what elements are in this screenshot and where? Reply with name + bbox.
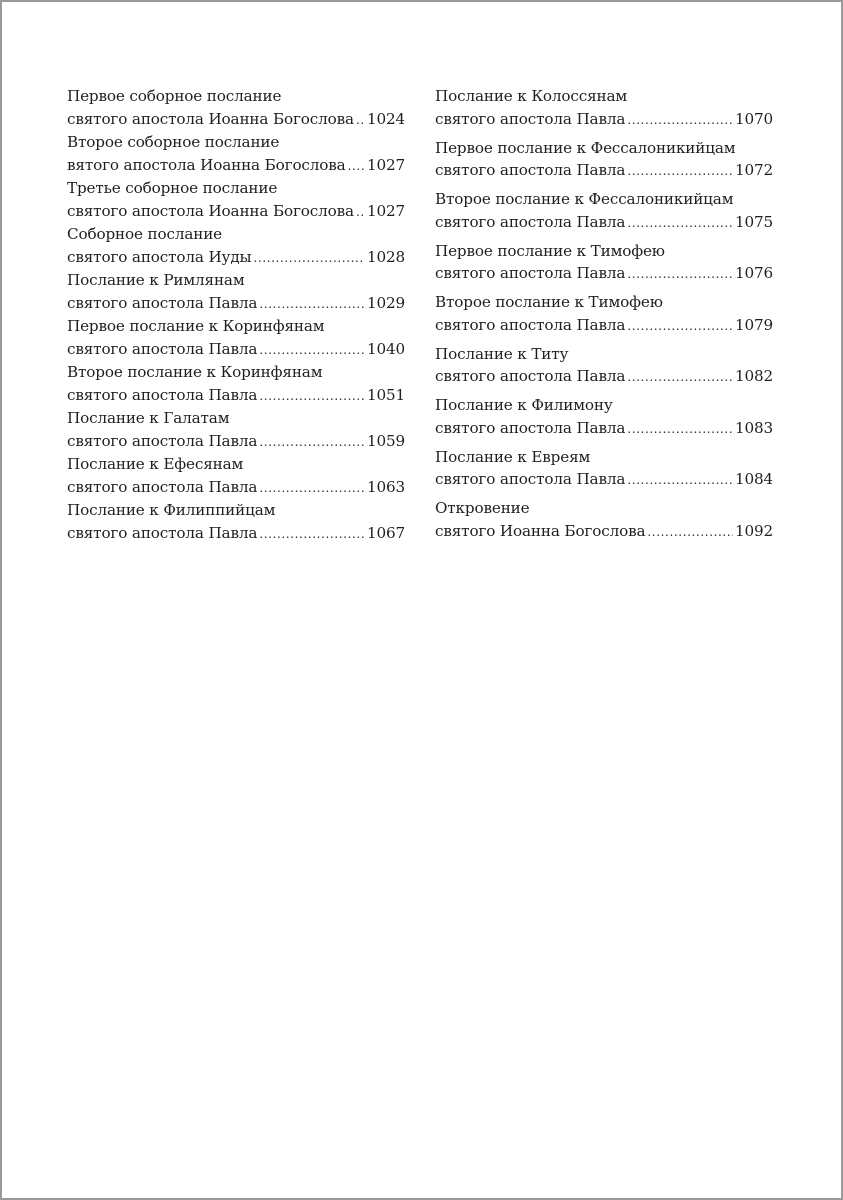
toc-entry[interactable] <box>67 453 405 499</box>
toc-page-number: 1082 <box>734 367 773 385</box>
toc-entry[interactable] <box>435 497 773 549</box>
toc-entry[interactable] <box>67 361 405 407</box>
toc-page-number: 1070 <box>734 109 773 128</box>
toc-entry[interactable] <box>67 223 405 269</box>
toc-entry-subtitle: святого апостола Павла <box>435 470 626 488</box>
toc-entry-subtitle: святого апостола Павла <box>67 523 258 542</box>
toc-entry[interactable] <box>67 131 405 177</box>
toc-page-number: 1027 <box>366 201 405 220</box>
toc-entry-line <box>67 384 405 408</box>
toc-entry-subtitle: святого апостола Павла <box>435 367 626 385</box>
toc-entry-line <box>67 430 405 454</box>
dot-leader <box>253 247 364 270</box>
toc-entry-line <box>435 211 773 235</box>
toc-entry-title: Первое соборное послание <box>67 87 282 105</box>
toc-entry-line <box>67 476 405 500</box>
toc-page-number: 1063 <box>366 477 405 496</box>
dot-leader <box>627 212 733 235</box>
toc-page-number: 1029 <box>366 293 405 312</box>
toc-entry[interactable] <box>67 85 405 131</box>
toc-entry-line <box>435 159 773 183</box>
toc-entry-subtitle: святого апостола Павла <box>67 339 258 358</box>
toc-entry-title: Первое послание к Коринфянам <box>67 317 325 335</box>
toc-entry-title: Послание к Римлянам <box>67 271 245 289</box>
toc-entry-subtitle: святого апостола Павла <box>67 385 258 404</box>
dot-leader <box>627 418 733 441</box>
toc-entry-subtitle: вятого апостола Иоанна Богослова <box>67 155 346 174</box>
dot-leader <box>259 477 365 500</box>
toc-page-number: 1076 <box>734 264 773 282</box>
toc-entry[interactable] <box>435 446 773 498</box>
toc-entry-subtitle: святого апостола Павла <box>435 161 626 179</box>
dot-leader <box>627 366 733 389</box>
toc-entry[interactable] <box>435 240 773 292</box>
toc-entry-line <box>67 292 405 316</box>
toc-page-number: 1067 <box>366 523 405 542</box>
toc-page-number: 1040 <box>366 339 405 358</box>
toc-entry-title: Соборное послание <box>67 225 223 243</box>
toc-entry-line <box>67 108 405 132</box>
toc-entry[interactable] <box>67 499 405 545</box>
toc-entry-line <box>67 246 405 270</box>
toc-entry-line <box>435 417 773 441</box>
toc-page-number: 1059 <box>366 431 405 450</box>
toc-entry-subtitle: святого апостола Иоанна Богослова <box>67 201 354 220</box>
toc-entry-subtitle: святого апостола Павла <box>435 212 626 231</box>
dot-leader <box>348 155 365 178</box>
toc-entry-title: Откровение <box>435 499 530 517</box>
toc-left-column <box>67 85 405 545</box>
dot-leader <box>627 263 733 286</box>
dot-leader <box>259 385 365 408</box>
toc-entry-subtitle: святого апостола Павла <box>435 264 626 282</box>
toc-page-number: 1075 <box>734 212 773 231</box>
toc-entry-line <box>435 262 773 286</box>
toc-entry-line <box>435 520 773 544</box>
toc-entry[interactable] <box>435 343 773 395</box>
toc-entry[interactable] <box>435 85 773 137</box>
toc-page-number: 1028 <box>366 247 405 266</box>
toc-entry-subtitle: святого апостола Павла <box>67 477 258 496</box>
dot-leader <box>627 315 733 338</box>
toc-page-number: 1027 <box>366 155 405 174</box>
toc-page-number: 1072 <box>734 161 773 179</box>
dot-leader <box>627 160 733 183</box>
toc-entry-line <box>67 200 405 224</box>
toc-entry-title: Послание к Колоссянам <box>435 87 628 105</box>
toc-entry-line <box>435 108 773 132</box>
toc-entry-subtitle: святого апостола Павла <box>435 109 626 128</box>
toc-entry-title: Первое послание к Тимофею <box>435 241 665 260</box>
toc-entry-title: Послание к Ефесянам <box>67 455 244 473</box>
toc-page-number: 1084 <box>734 470 773 488</box>
dot-leader <box>627 469 733 492</box>
toc-page-number: 1079 <box>734 315 773 334</box>
toc-entry[interactable] <box>67 315 405 361</box>
toc-entry[interactable] <box>67 407 405 453</box>
dot-leader <box>627 109 733 132</box>
toc-entry-subtitle: святого апостола Иоанна Богослова <box>67 109 354 128</box>
toc-entry-subtitle: святого Иоанна Богослова <box>435 521 646 540</box>
toc-entry-title: Второе послание к Коринфянам <box>67 363 323 381</box>
dot-leader <box>259 523 365 546</box>
toc-entry[interactable] <box>435 188 773 240</box>
dot-leader <box>356 109 365 132</box>
toc-entry-subtitle: святого апостола Павла <box>435 418 626 437</box>
toc-entry[interactable] <box>435 291 773 343</box>
toc-entry-title: Третье соборное послание <box>67 179 278 197</box>
dot-leader <box>259 431 365 454</box>
toc-entry-line <box>67 522 405 546</box>
toc-page-number: 1051 <box>366 385 405 404</box>
dot-leader <box>259 293 365 316</box>
toc-entry-title: Послание к Евреям <box>435 447 591 466</box>
toc-entry-title: Послание к Филимону <box>435 396 613 414</box>
toc-entry-title: Второе послание к Фессалоникийцам <box>435 190 734 208</box>
toc-entry-title: Второе соборное послание <box>67 133 280 151</box>
toc-entry-title: Послание к Галатам <box>67 409 230 427</box>
toc-page-number: 1083 <box>734 418 773 437</box>
toc-entry[interactable] <box>435 394 773 446</box>
toc-entry-subtitle: святого апостола Павла <box>67 431 258 450</box>
toc-entry-subtitle: святого апостола Павла <box>67 293 258 312</box>
toc-entry-subtitle: святого апостола Иуды <box>67 247 252 266</box>
toc-entry[interactable] <box>67 269 405 315</box>
toc-entry-line <box>67 154 405 178</box>
dot-leader <box>647 521 733 544</box>
dot-leader <box>356 201 365 224</box>
toc-entry-title: Второе послание к Тимофею <box>435 293 663 311</box>
toc-right-column <box>435 85 773 549</box>
dot-leader <box>259 339 365 362</box>
toc-page-number: 1092 <box>734 521 773 540</box>
toc-entry-title: Послание к Филиппийцам <box>67 501 276 519</box>
toc-entry-line <box>435 468 773 492</box>
toc-entry[interactable] <box>435 137 773 189</box>
toc-entry[interactable] <box>67 177 405 223</box>
toc-entry-line <box>67 338 405 362</box>
toc-entry-title: Первое послание к Фессалоникийцам <box>435 138 736 157</box>
toc-entry-title: Послание к Титу <box>435 344 569 363</box>
toc-page-number: 1024 <box>366 109 405 128</box>
toc-entry-line <box>435 314 773 338</box>
toc-entry-subtitle: святого апостола Павла <box>435 315 626 334</box>
toc-entry-line <box>435 365 773 389</box>
